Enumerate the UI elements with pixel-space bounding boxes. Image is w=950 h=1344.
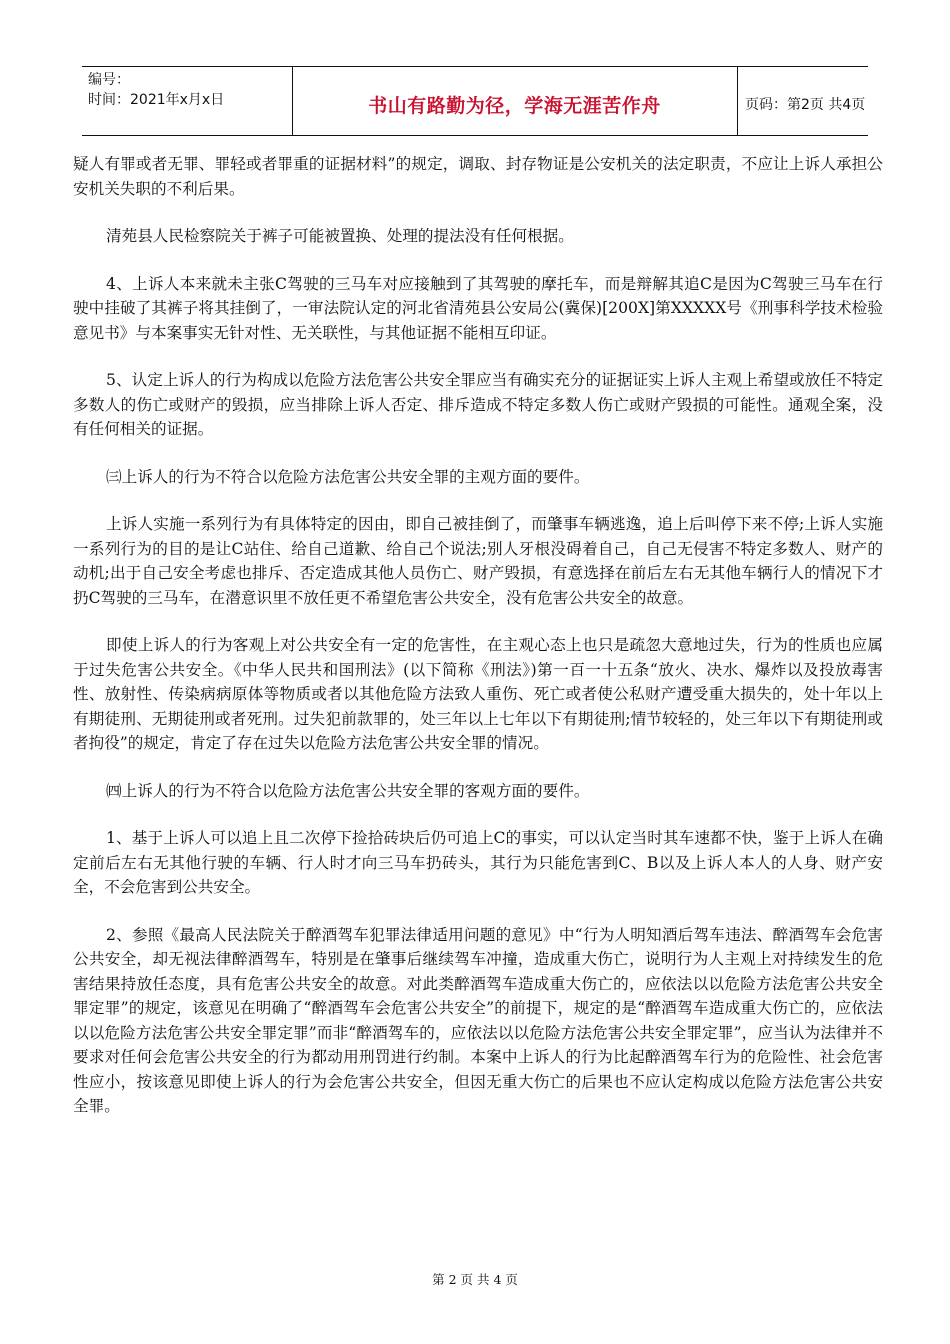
section-heading: ㈢上诉人的行为不符合以危险方法危害公共安全罪的主观方面的要件。 — [106, 467, 590, 486]
paragraph: 清苑县人民检察院关于裤子可能被置换、处理的提法没有任何根据。 — [106, 227, 574, 245]
header-page-number: 页码：第2页 共4页 — [745, 97, 866, 113]
paragraph: 4、上诉人本来就未主张C驾驶的三马车对应接触到了其驾驶的摩托车，而是辩解其追C是因为C驾驶三马车在行驶中挂破了其裤子将其挂倒了，一审法院认定的河北省清苑县公安局公(冀保)[200X]第XXXXX号《刑事科学技术检验意见书》与本案事实无针对性、无关联性，与其他证据不能相互印证。 — [73, 274, 883, 342]
document-body — [73, 152, 883, 1142]
document-time-label: 时间：2021年x月x日 — [88, 92, 225, 108]
paragraph-continued: 疑人有罪或者无罪、罪轻或者罪重的证据材料”的规定，调取、封存物证是公安机关的法定职责，不应让上诉人承担公安机关失职的不利后果。 — [73, 155, 883, 198]
footer-page-number: 第 2 页 共 4 页 — [432, 1272, 518, 1287]
paragraph: 上诉人实施一系列行为有具体特定的因由，即自己被挂倒了，而肇事车辆逃逸，追上后叫停下来不停;上诉人实施一系列行为的目的是让C站住、给自己道歉、给自己个说法;别人牙根没碍着自己，自己无侵害不特定多数人、财产的动机;出于自己安全考虑也排斥、否定造成其他人员伤亡、财产毁损，有意选择在前后左右无其他车辆行人的情况下才扔C驾驶的三马车，在潜意识里不放任更不希望危害公共安全，没有危害公共安全的故意。 — [73, 515, 883, 607]
header-motto-cell — [292, 67, 738, 135]
page-header — [82, 66, 868, 136]
header-page-cell — [737, 67, 868, 135]
header-meta-cell — [82, 67, 293, 135]
document-code-label: 编号： — [88, 72, 130, 88]
section-heading: ㈣上诉人的行为不符合以危险方法危害公共安全罪的客观方面的要件。 — [106, 781, 590, 800]
paragraph: 即使上诉人的行为客观上对公共安全有一定的危害性，在主观心态上也只是疏忽大意地过失，行为的性质也应属于过失危害公共安全。《中华人民共和国刑法》(以下简称《刑法》)第一百一十五条“放火、决水、爆炸以及投放毒害性、放射性、传染病病原体等物质或者以其他危险方法致人重伤、死亡或者使公私财产遭受重大损失的，处十年以上有期徒刑、无期徒刑或者死刑。过失犯前款罪的，处三年以上七年以下有期徒刑;情节较轻的，处三年以下有期徒刑或者拘役”的规定，肯定了存在过失以危险方法危害公共安全罪的情况。 — [73, 636, 883, 752]
page-footer — [0, 1270, 950, 1288]
paragraph: 1、基于上诉人可以追上且二次停下捡拾砖块后仍可追上C的事实，可以认定当时其车速都不快，鉴于上诉人在确定前后左右无其他行驶的车辆、行人时才向三马车扔砖头，其行为只能危害到C、B以及上诉人本人的人身、财产安全，不会危害到公共安全。 — [73, 829, 883, 896]
paragraph: 2、参照《最高人民法院关于醉酒驾车犯罪法律适用问题的意见》中“行为人明知酒后驾车违法、醉酒驾车会危害公共安全，却无视法律醉酒驾车，特别是在肇事后继续驾车冲撞，造成重大伤亡，说明行为人主观上对持续发生的危害结果持放任态度，具有危害公共安全的故意。对此类醉酒驾车造成重大伤亡的，应依法以以危险方法危害公共安全罪定罪”的规定，该意见在明确了“醉酒驾车会危害公共安全”的前提下，规定的是“醉酒驾车造成重大伤亡的，应依法以以危险方法危害公共安全罪定罪”而非“醉酒驾车的，应依法以以危险方法危害公共安全罪定罪”，应当认为法律并不要求对任何会危害公共安全的行为都动用刑罚进行约制。本案中上诉人的行为比起醉酒驾车行为的危险性、社会危害性应小，按该意见即使上诉人的行为会危害公共安全，但因无重大伤亡的后果也不应认定构成以危险方法危害公共安全罪。 — [73, 925, 883, 1115]
paragraph: 5、认定上诉人的行为构成以危险方法危害公共安全罪应当有确实充分的证据证实上诉人主观上希望或放任不特定多数人的伤亡或财产的毁损，应当排除上诉人否定、排斥造成不特定多数人伤亡或财产毁损的可能性。通观全案，没有任何相关的证据。 — [73, 371, 883, 438]
header-motto: 书山有路勤为径，学海无涯苦作舟 — [368, 95, 661, 117]
